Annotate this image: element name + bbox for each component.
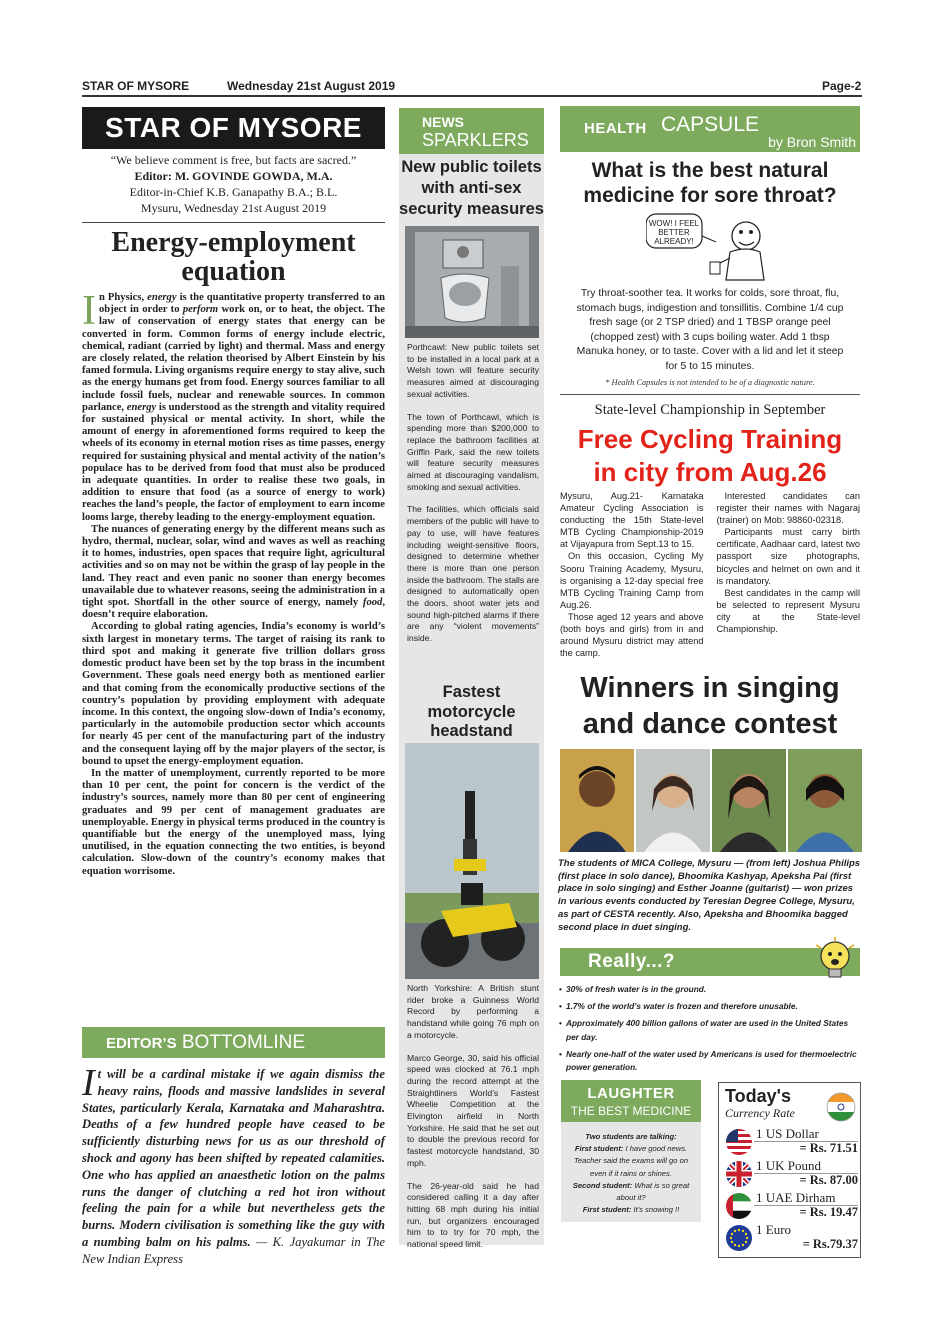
story-paragraph: The facilities, which officials said members of the public will have to pay to use, will have features including weight-sensitive floors, designed to determine whether there is more than one person inside the bathroom. The stalls are designed to automatically open the doors, shoot water jets and sound high-pitched alarms if there are any “violent movements” inside. [407,504,539,644]
currency-row-aed [722,1190,858,1223]
joke-line [566,1204,696,1216]
currency-rate: = Rs. 71.51 [799,1141,858,1155]
bottomline-label-a: EDITOR’S [106,1035,177,1052]
list-item: • Nearly one-half of the water used by Americans is used for thermoelectric power generation. [566,1048,862,1074]
currency-name: 1 Euro [756,1222,792,1237]
editorial-paragraph: In the matter of unemployment, currently reported to be more than 10 per cent, the point for concern is the verdict of the industry’s sources, namely more than 80 per cent of engineering graduates and 99 per cent of management graduates are unemployable. Energy in physical terms produced in the country is quantifiable but the energy of the unemployed mass, lying unutilised, in the equation connecting the two entities, is beyond calculation. Slow-down of the country’s economy makes that equation worrisome. [82,767,385,877]
editor-line: Editor: M. GOVINDE GOWDA, M.A. [134,169,333,183]
bottomline-label-b: BOTTOMLINE [176,1032,306,1053]
bottomline-source: — K. Jayakumar in The New Indian Express [82,1234,385,1266]
story-paragraph: Porthcawl: New public toilets set to be installed in a local park at a Welsh town will feature security measures aimed at discouraging sexual activities. [407,342,539,399]
eu-flag-icon [725,1224,753,1252]
joke-text: What is so great about it? [616,1180,690,1203]
editorial-paragraph [82,288,385,524]
story-paragraph: On this occasion, Cycling My Sooru Training Academy, Mysuru, is organising a 12-day special free MTB Cycling Training Camp from Aug.26. [560,551,704,610]
svg-text:BETTER: BETTER [658,228,690,237]
motorcycle-story-body [407,983,539,1262]
health-capsule-disclaimer: * Health Capsules is not intended to be of a diagnostic nature. [605,378,815,387]
joke-speaker: First student: [574,1144,624,1154]
text-run: , doesn’t require elaboration. [82,597,385,621]
winners-headline [560,670,860,742]
motorcycle-story-headline: Fastest motorcycle headstand [427,683,516,740]
svg-text:ALREADY!: ALREADY! [654,237,694,246]
list-item: • 30% of fresh water is in the ground. [566,983,862,996]
laughter-banner [561,1080,701,1122]
joke-speaker: Second student: [572,1180,633,1190]
story-paragraph: Best candidates in the camp will be selected to represent Mysuru city at the State-level Championship. [716,587,860,635]
cycling-headline [560,423,860,489]
winner-photo [560,749,634,852]
cycling-body [560,490,860,659]
really-label: Really...? [588,951,676,972]
india-flag-icon [826,1092,856,1122]
editorial-headline [82,228,385,286]
laughter-joke [566,1131,696,1216]
laughter-label-a: LAUGHTER [587,1085,675,1102]
editor-in-chief-line: Editor-in-Chief K.B. Ganapathy B.A.; B.L. [129,185,338,199]
health-capsule-headline: What is the best natural medicine for sore throat? [583,159,837,207]
bottomline-body [82,1062,385,1268]
text-run-italic: energy [147,292,177,303]
text-run-italic: food [362,597,383,609]
winners-headline-line1: Winners in singing [580,672,840,704]
currency-title: Today's [725,1086,791,1106]
currency-name: 1 UAE Dirham [756,1190,836,1205]
currency-name: 1 UK Pound [756,1158,822,1173]
text-run-italic: energy [126,401,157,413]
editorial-paragraph: According to global rating agencies, India’s economy is world’s sixth largest in monetary terms. The target of raising its rank to third spot and making it generate five trillion dollars gross domestic product have been set by the top brass in the incumbent Government. These goals need energy both as mentioned earlier and that coming from the economically productive sections of the country’s population by providing employment with adequate income. In this context, the ongoing slow-down of India’s economy, particularly in the automobile production sector which accounts for nearly 45 per cent of the manufacturing part of the industry and the consequent laying off by the major players of the sector, is bound to upset the energy-employment equation. [82,621,385,767]
text-run: is understood as the strength and vitality required for sustained physical or mental activity. In short, while the amount of energy in aforementioned forms required to keep the wheels of its economy in eternal motion rises as time passes, energy required for sustaining physical and mental activity of the nation’s populace has to be derived from food that must also be produced in adequate quantities. In order to realise these two goals, in addition to ensure that food (as a source of energy to work) reaches the land’s people, the factor of employment to earn income looms large, thereby leading to the energy-employment equation. [82,401,385,523]
section-rule [560,394,860,395]
health-capsule-body: Try throat-soother tea. It works for colds, sore throat, flu, stomach bugs, indigestion and tonsillitis. Combine 1/4 cup fresh sage (or 2 TSP dried) and 1 TBSP orange peel (chopped zest) with 3 cups boiling water. Add 1 tbsp Manuka honey, or to taste. Cover with a lid and let it steep for 5 to 15 minutes. [576,288,844,372]
winners-headline-line2: and dance contest [582,708,838,740]
story-paragraph: Interested candidates can register their names with Nagaraj (trainer) on Mob: 98860-02318. [716,491,860,526]
motto: “We believe comment is free, but facts are sacred.” [110,153,357,167]
bottomline-dropcap: I [82,1062,95,1104]
health-capsule-label-b: CAPSULE [661,113,760,136]
news-sparklers-label-b: SPARKLERS [422,130,529,150]
story-paragraph: Mysuru, Aug.21- Karnataka Amateur Cycling Association is conducting the 15th State-level MTB Cycling Championship-2019 at Vijayapura from Sept.13 to 15. [560,491,704,550]
editorial-paragraph [82,524,385,622]
paper-name: STAR OF MYSORE [82,79,190,93]
joke-line: Two students are talking: [585,1132,677,1141]
page-number: Page-2 [822,79,862,93]
health-capsule-byline: by Bron Smith [768,134,856,150]
issue-date: Wednesday 21st August 2019 [227,79,396,93]
masthead-rule [82,222,385,223]
text-run: The nuances of generating energy by the different means such as hydro, thermal, nuclear, solar, wind and waves as well as reaching it to homes, industries, open spaces that require light, agricultural activities and so on may not be within the grasp of lay people in the land. They react and even panic no sooner than energy becomes unavailable due to whatever reasons, seeing the administration in a tight spot. Shortfall in the other source of energy, namely [82,523,385,609]
editorial-headline-line1: Energy-employment [111,227,356,258]
news-sparklers-label-a: NEWS [422,114,464,130]
winner-photo [712,749,786,852]
editorial-body [82,288,385,878]
masthead-info [82,152,385,216]
currency-name: 1 US Dollar [756,1126,819,1141]
toilet-story-headline: New public toilets with anti-sex security measures [399,158,544,218]
joke-line [566,1143,696,1180]
cartoon-illustration [646,212,776,284]
svg-text:WOW! I FEEL: WOW! I FEEL [648,219,700,228]
winner-photo [636,749,710,852]
masthead-logo: STAR OF MYSORE [82,107,385,149]
currency-rate: = Rs.79.37 [802,1237,858,1251]
currency-rate: = Rs. 19.47 [799,1205,858,1219]
really-facts-list [566,983,862,1078]
winner-photo [788,749,862,852]
lightbulb-icon [812,937,858,983]
uae-flag-icon [725,1192,753,1220]
text-run-italic: perform [182,304,219,316]
joke-text: It’s snowing !! [631,1205,680,1215]
currency-subtitle: Currency Rate [725,1106,795,1120]
health-capsule-banner [560,106,860,152]
motorcycle-photo [405,743,539,979]
text-run: work on, or to heat, the object. The law of conservation of energy states that energy can be converted in form. Common forms of energy include electric, chemical, radiant (carried by light) and thermal. Mass and energy are closely related, the relation theorised by Albert Einstein by his famed formula. Living organisms require energy to stay alive, such as the energy humans get from food. Energy sources familiar to all include fossil fuels, nuclear and renewable sources. In common parlance, [82,304,385,413]
story-paragraph: Marco George, 30, said his official speed was clocked at 76.1 mph during the record attempt at the Straightliners World’s Fastest Wheelie Competition at the Elvington airfield in North Yorkshire. He said that he set out to double the previous record for fastest motorcycle handstand, 30 mph. [407,1052,539,1168]
editorial-headline-line2: equation [181,256,286,287]
currency-row-usd [722,1126,858,1159]
us-flag-icon [725,1128,753,1156]
laughter-label-b: THE BEST MEDICINE [570,1104,692,1118]
text-run: is the quantitative property transferred to an object in order to [99,292,385,316]
list-item: • 1.7% of the world’s water is frozen and therefore unusable. [566,1000,862,1013]
joke-line [566,1180,696,1204]
story-paragraph: North Yorkshire: A British stunt rider broke a Guinness World Record by performing a handstand while going 76 mph on a motorcycle. [407,983,539,1040]
uk-flag-icon [725,1160,753,1188]
cycling-headline-line2: in city from Aug.26 [593,457,827,487]
currency-row-gbp [722,1158,858,1191]
list-item: • Approximately 400 billion gallons of water are used in the United States per day. [566,1017,862,1043]
currency-row-eur [722,1222,858,1255]
currency-rate: = Rs. 87.00 [799,1173,858,1187]
bottomline-banner [82,1027,385,1058]
cycling-headline-line1: Free Cycling Training [577,424,843,454]
bottomline-text: t will be a cardinal mistake if we again dismiss the heavy rains, floods and massive landslides in several States, particularly Kerala, Karnataka and Maharashtra. Deaths of a few hundred people have ceased to be sufficiently disturbing news for us as our threshold of shock and agony has been shifted by repeated calamities. One who has applied an anaesthetic lotion on the palms runs the danger of clutching a red hot iron without feeling the pain for a while but nevertheless gets the burns. Modern civilisation is something like the guy with a numbing balm on his palms. [82,1067,385,1249]
toilet-photo [405,226,539,338]
joke-speaker: First student: [582,1205,632,1215]
story-paragraph: Those aged 12 years and above (both boys and girls) from in and around Mysuru district may attend the camp. [560,611,704,659]
dateline: Mysuru, Wednesday 21st August 2019 [140,201,327,215]
story-paragraph: The 26-year-old said he had considered calling it a day after hitting 68 mph during his initial run, but organizers encouraged him to to try for 70 mph, the national speed limit. [407,1180,539,1250]
toilet-story-body [407,342,539,656]
cycling-kicker: State-level Championship in September [594,402,826,418]
news-sparklers-banner [399,108,544,154]
editorial-dropcap: I [82,288,96,334]
joke-text: I have good news. Teacher said the exams will go on even if it rains or shines. [573,1144,689,1178]
story-paragraph: Participants must carry birth certificate, Aadhaar card, latest two passport size photographs, bicycles and helmet on own and it is mandatory. [716,527,860,586]
winners-caption: The students of MICA College, Mysuru — (from left) Joshua Philips (first place in solo dance), Bhoomika Kashyap, Apeksha Pai (first place in solo singing) and Esther Joanne (guitarist) — won prizes in various events conducted by Teresian Degree College, Mysuru, as part of CESTA recently. Also, Apeksha and Bhoomika bagged second place in duet singing. [558,858,861,933]
text-run: n Physics, [99,292,148,303]
header-rule [82,95,862,97]
story-paragraph: The town of Porthcawl, which is spending more than $200,000 to replace the bathroom facilities at Griffin Park, said the new toilets will feature security measures aimed at discouraging vandalism, smoking and sexual activities. [407,411,539,492]
health-capsule-label-a: HEALTH [584,120,647,137]
